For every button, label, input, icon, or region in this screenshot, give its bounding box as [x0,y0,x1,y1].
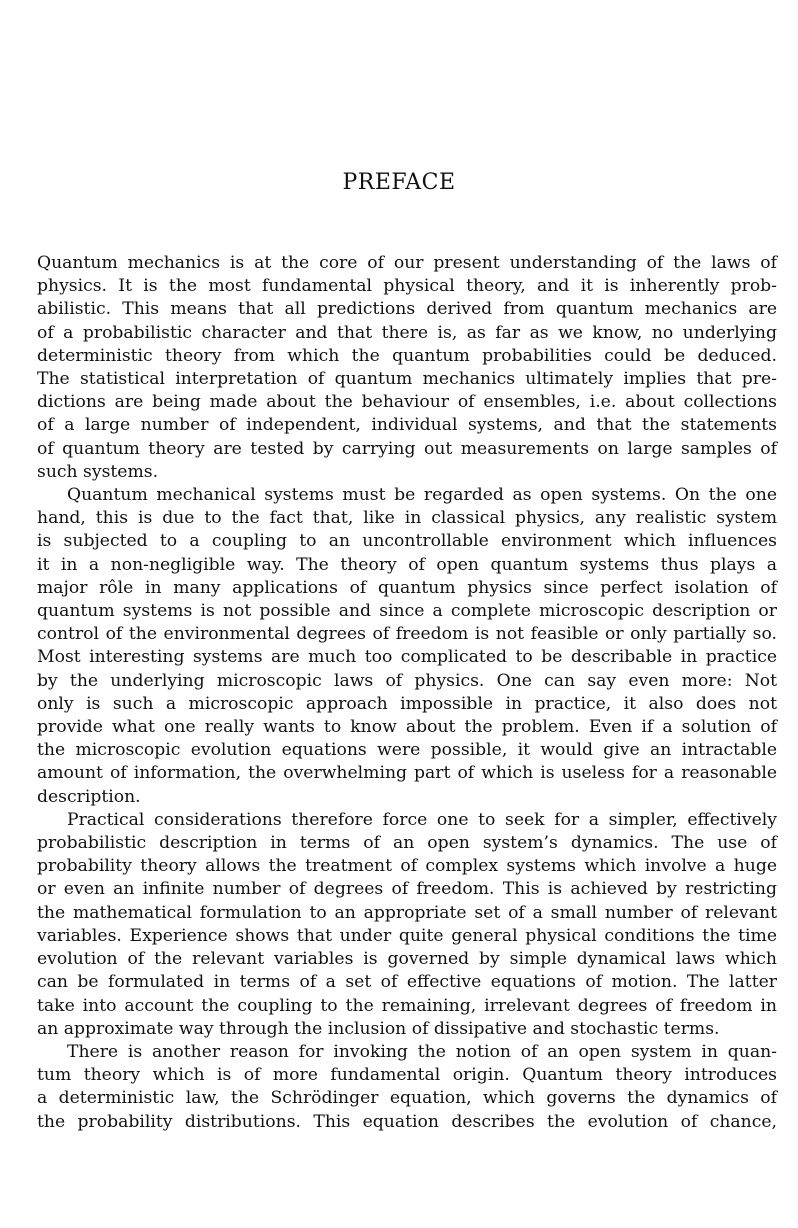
text-line: description. [37,786,141,807]
text-line: can be formulated in terms of a set of effective equations of motion. The latter [37,972,777,993]
text-line: abilistic. This means that all predictions derived from quantum mechanics are [37,299,777,320]
text-line: deterministic theory from which the quantum probabilities could be deduced. [37,345,777,366]
text-line: an approximate way through the inclusion of dissipative and stochastic terms. [37,1018,720,1039]
text-line: take into account the coupling to the remaining, irrelevant degrees of freedom in [37,995,777,1016]
text-line: or even an infinite number of degrees of freedom. This is achieved by restricting [37,879,777,900]
paragraph [37,484,777,809]
text-line: probabilistic description in terms of an open system’s dynamics. The use of [37,833,777,854]
text-line: it in a non-negligible way. The theory of open quantum systems thus plays a [37,554,777,575]
text-line: the mathematical formulation to an appropriate set of a small number of relevant [37,902,777,923]
text-line: amount of information, the overwhelming part of which is useless for a reasonable [37,763,777,784]
text-line: of a large number of independent, individual systems, and that the statements [37,415,777,436]
text-line: such systems. [37,461,159,482]
text-line: control of the environmental degrees of freedom is not feasible or only partially so. [37,624,777,645]
text-line: variables. Experience shows that under quite general physical conditions the time [37,925,777,946]
text-line: The statistical interpretation of quantum mechanics ultimately implies that pre- [37,369,777,390]
text-line: a deterministic law, the Schrödinger equation, which governs the dynamics of [37,1088,777,1109]
text-line: evolution of the relevant variables is governed by simple dynamical laws which [37,949,777,970]
text-line: the microscopic evolution equations were possible, it would give an intractable [37,740,777,761]
text-line: Most interesting systems are much too complicated to be describable in practice [37,647,777,668]
text-line: only is such a microscopic approach impossible in practice, it also does not [37,693,777,714]
page-title: PREFACE [342,170,456,195]
text-line: the probability distributions. This equation describes the evolution of chance, [37,1111,777,1132]
text-line: of quantum theory are tested by carrying out measurements on large samples of [37,438,777,459]
text-line: dictions are being made about the behaviour of ensembles, i.e. about collections [37,392,777,413]
text-line: is subjected to a coupling to an uncontrollable environment which influences [37,531,777,552]
text-line: by the underlying microscopic laws of physics. One can say even more: Not [37,670,777,691]
text-line: Practical considerations therefore force one to seek for a simpler, effectively [67,809,777,830]
text-line: Quantum mechanical systems must be regarded as open systems. On the one [67,485,777,506]
paragraph [37,1041,777,1134]
text-line: of a probabilistic character and that there is, as far as we know, no underlying [37,322,777,343]
text-line: tum theory which is of more fundamental origin. Quantum theory introduces [37,1065,777,1086]
text-line: physics. It is the most fundamental physical theory, and it is inherently prob- [37,276,777,297]
text-line: major rôle in many applications of quantum physics since perfect isolation of [37,577,777,598]
text-line: probability theory allows the treatment of complex systems which involve a huge [37,856,777,877]
text-line: Quantum mechanics is at the core of our present understanding of the laws of [37,253,777,273]
paragraph [37,252,777,484]
text-line: provide what one really wants to know about the problem. Even if a solution of [37,717,777,738]
text-line: There is another reason for invoking the notion of an open system in quan- [67,1041,777,1062]
text-line: quantum systems is not possible and since a complete microscopic description or [37,601,777,622]
paragraph [37,809,777,1041]
text-line: hand, this is due to the fact that, like in classical physics, any realistic system [37,508,777,529]
preface-body [37,252,777,1134]
